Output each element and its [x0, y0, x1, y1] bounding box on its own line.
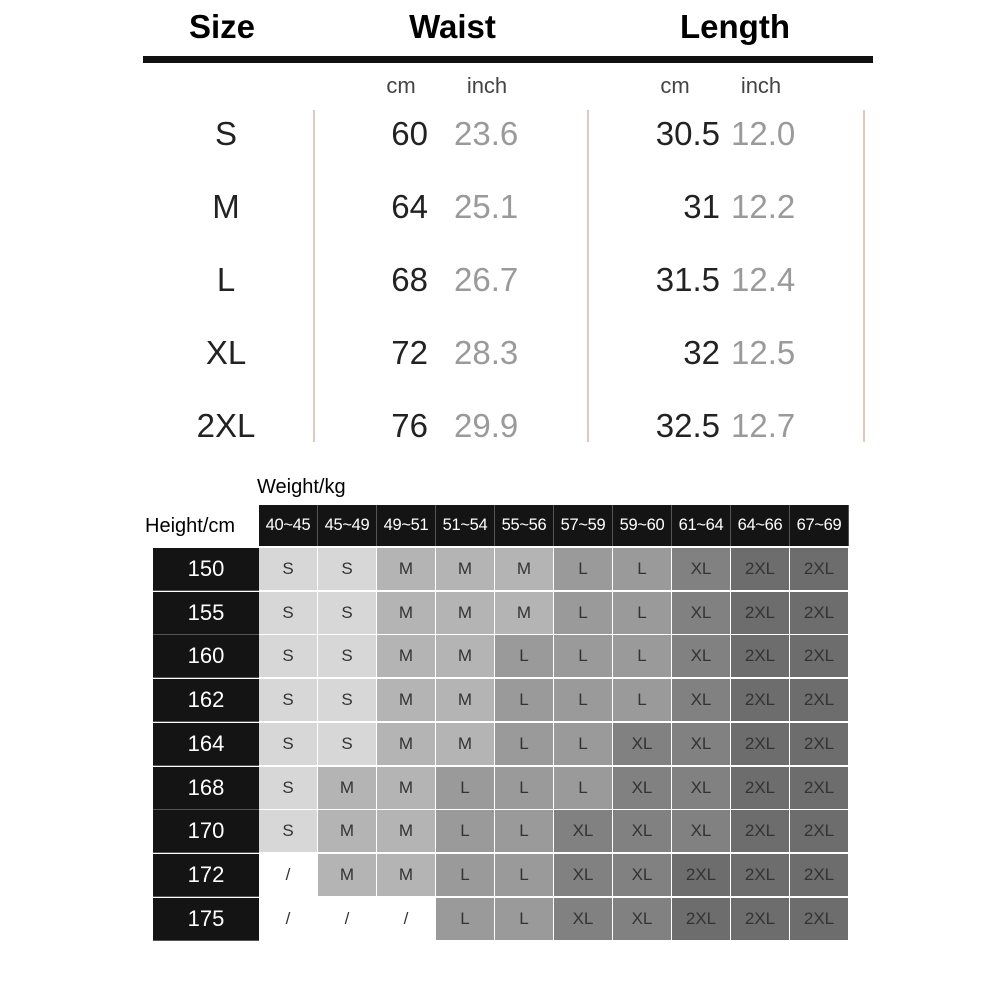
- weight-column-header: 55~56: [495, 505, 554, 546]
- size-recommendation-cell: 2XL: [672, 898, 731, 941]
- size-recommendation-cell: 2XL: [731, 723, 790, 766]
- size-recommendation-cell: 2XL: [790, 810, 849, 853]
- size-recommendation-cell: /: [259, 854, 318, 897]
- height-row-header: 150: [153, 548, 259, 591]
- size-recommendation-cell: L: [436, 854, 495, 897]
- weight-column-header: 59~60: [613, 505, 672, 546]
- size-recommendation-cell: S: [259, 767, 318, 810]
- size-recommendation-cell: L: [495, 767, 554, 810]
- size-recommendation-cell: /: [377, 898, 436, 941]
- size-recommendation-cell: M: [377, 810, 436, 853]
- size-recommendation-cell: L: [613, 679, 672, 722]
- waist-inch-value: 26.7: [454, 261, 519, 298]
- size-recommendation-cell: XL: [672, 679, 731, 722]
- size-recommendation-cell: 2XL: [790, 548, 849, 591]
- weight-column-header: 49~51: [377, 505, 436, 546]
- weight-axis-label: Weight/kg: [257, 476, 346, 498]
- size-recommendation-cell: L: [436, 767, 495, 810]
- size-recommendation-cell: S: [318, 592, 377, 635]
- size-recommendation-cell: 2XL: [790, 592, 849, 635]
- size-recommendation-cell: L: [495, 723, 554, 766]
- weight-column-header: 51~54: [436, 505, 495, 546]
- length-inch-value: 12.2: [731, 188, 796, 225]
- size-recommendation-cell: 2XL: [731, 679, 790, 722]
- size-recommendation-cell: M: [377, 548, 436, 591]
- size-recommendation-cell: L: [554, 548, 613, 591]
- size-recommendation-cell: 2XL: [790, 767, 849, 810]
- height-row-header: 162: [153, 679, 259, 722]
- size-recommendation-cell: S: [259, 810, 318, 853]
- column-divider: [313, 110, 315, 442]
- size-recommendation-cell: S: [259, 548, 318, 591]
- length-inch-value: 12.7: [731, 407, 796, 444]
- length-cm-value: 32: [683, 334, 720, 371]
- height-row-header: 155: [153, 592, 259, 635]
- size-recommendation-cell: XL: [613, 898, 672, 941]
- size-recommendation-cell: L: [613, 548, 672, 591]
- size-recommendation-cell: S: [318, 635, 377, 678]
- height-row-header: 164: [153, 723, 259, 766]
- weight-column-header: 64~66: [731, 505, 790, 546]
- weight-column-header: 61~64: [672, 505, 731, 546]
- length-cm-value: 31.5: [655, 261, 720, 298]
- size-recommendation-cell: XL: [672, 548, 731, 591]
- size-recommendation-cell: L: [495, 898, 554, 941]
- size-recommendation-cell: XL: [672, 592, 731, 635]
- size-recommendation-cell: M: [377, 592, 436, 635]
- size-recommendation-cell: /: [259, 898, 318, 941]
- size-recommendation-cell: XL: [672, 810, 731, 853]
- weight-column-header: 57~59: [554, 505, 613, 546]
- weight-column-header: 40~45: [259, 505, 318, 546]
- size-recommendation-cell: L: [554, 679, 613, 722]
- size-recommendation-cell: S: [318, 723, 377, 766]
- size-recommendation-cell: 2XL: [790, 854, 849, 897]
- column-divider: [863, 110, 865, 442]
- weight-column-header: 45~49: [318, 505, 377, 546]
- size-recommendation-cell: S: [259, 723, 318, 766]
- size-header: Size: [188, 8, 256, 45]
- size-recommendation-cell: L: [495, 854, 554, 897]
- waist-cm-value: 60: [391, 115, 428, 152]
- size-label: M: [212, 188, 240, 225]
- size-recommendation-cell: M: [377, 635, 436, 678]
- size-recommendation-cell: 2XL: [790, 679, 849, 722]
- size-recommendation-cell: XL: [672, 723, 731, 766]
- size-recommendation-cell: 2XL: [790, 723, 849, 766]
- waist-inch-value: 23.6: [454, 115, 519, 152]
- height-row-header: 160: [153, 635, 259, 678]
- length-inch-value: 12.4: [731, 261, 796, 298]
- waist-cm-unit: cm: [386, 73, 416, 98]
- size-recommendation-cell: 2XL: [790, 898, 849, 941]
- length-cm-value: 32.5: [655, 407, 720, 444]
- height-row-header: 175: [153, 898, 259, 941]
- size-recommendation-cell: M: [318, 854, 377, 897]
- size-recommendation-cell: /: [318, 898, 377, 941]
- size-recommendation-cell: L: [495, 635, 554, 678]
- size-recommendation-cell: S: [259, 635, 318, 678]
- length-cm-value: 31: [683, 188, 720, 225]
- waist-header: Waist: [409, 8, 496, 45]
- weight-column-header: 67~69: [790, 505, 849, 546]
- size-recommendation-cell: 2XL: [731, 548, 790, 591]
- size-recommendation-cell: XL: [554, 898, 613, 941]
- waist-inch-value: 28.3: [454, 334, 519, 371]
- size-recommendation-cell: XL: [613, 854, 672, 897]
- size-recommendation-cell: M: [377, 723, 436, 766]
- size-recommendation-cell: M: [377, 854, 436, 897]
- size-recommendation-cell: M: [495, 592, 554, 635]
- size-recommendation-cell: M: [377, 679, 436, 722]
- size-label: 2XL: [196, 407, 256, 444]
- size-recommendation-cell: M: [318, 810, 377, 853]
- size-recommendation-cell: XL: [613, 723, 672, 766]
- waist-inch-unit: inch: [466, 73, 508, 98]
- size-recommendation-cell: M: [436, 723, 495, 766]
- waist-cm-value: 68: [391, 261, 428, 298]
- size-recommendation-cell: L: [554, 635, 613, 678]
- size-recommendation-cell: 2XL: [731, 767, 790, 810]
- waist-cm-value: 76: [391, 407, 428, 444]
- size-recommendation-cell: L: [554, 723, 613, 766]
- size-recommendation-cell: L: [613, 592, 672, 635]
- size-recommendation-cell: XL: [672, 635, 731, 678]
- length-header: Length: [680, 8, 790, 45]
- size-recommendation-cell: 2XL: [731, 810, 790, 853]
- size-recommendation-cell: L: [495, 810, 554, 853]
- size-recommendation-cell: 2XL: [731, 854, 790, 897]
- size-recommendation-cell: L: [613, 635, 672, 678]
- size-recommendation-cell: 2XL: [790, 635, 849, 678]
- size-label: XL: [205, 334, 247, 371]
- size-recommendation-cell: M: [436, 679, 495, 722]
- size-recommendation-cell: M: [436, 635, 495, 678]
- waist-cm-value: 72: [391, 334, 428, 371]
- height-axis-label: Height/cm: [145, 515, 236, 537]
- size-recommendation-cell: S: [259, 679, 318, 722]
- length-cm-value: 30.5: [655, 115, 720, 152]
- length-inch-value: 12.5: [731, 334, 796, 371]
- size-recommendation-cell: S: [259, 592, 318, 635]
- size-recommendation-cell: XL: [613, 810, 672, 853]
- size-recommendation-cell: M: [436, 548, 495, 591]
- size-recommendation-cell: 2XL: [672, 854, 731, 897]
- waist-inch-value: 29.9: [454, 407, 519, 444]
- length-inch-value: 12.0: [731, 115, 796, 152]
- size-recommendation-cell: L: [495, 679, 554, 722]
- header-divider: [143, 56, 873, 63]
- waist-cm-value: 64: [391, 188, 428, 225]
- size-recommendation-cell: L: [554, 592, 613, 635]
- size-recommendation-cell: 2XL: [731, 592, 790, 635]
- waist-inch-value: 25.1: [454, 188, 519, 225]
- size-recommendation-cell: XL: [613, 767, 672, 810]
- size-recommendation-cell: 2XL: [731, 635, 790, 678]
- size-recommendation-cell: M: [495, 548, 554, 591]
- length-inch-unit: inch: [740, 73, 782, 98]
- size-recommendation-cell: XL: [554, 810, 613, 853]
- size-label: L: [216, 261, 236, 298]
- size-recommendation-cell: 2XL: [731, 898, 790, 941]
- height-row-header: 172: [153, 854, 259, 897]
- size-recommendation-cell: M: [377, 767, 436, 810]
- height-row-header: 168: [153, 767, 259, 810]
- column-divider: [587, 110, 589, 442]
- size-recommendation-cell: S: [318, 548, 377, 591]
- size-recommendation-cell: S: [318, 679, 377, 722]
- size-recommendation-cell: L: [436, 810, 495, 853]
- size-label: S: [214, 115, 237, 152]
- height-row-header: 170: [153, 810, 259, 853]
- size-recommendation-cell: L: [436, 898, 495, 941]
- size-recommendation-cell: XL: [672, 767, 731, 810]
- size-recommendation-cell: L: [554, 767, 613, 810]
- size-recommendation-cell: XL: [554, 854, 613, 897]
- size-recommendation-cell: M: [436, 592, 495, 635]
- length-cm-unit: cm: [660, 73, 690, 98]
- size-recommendation-cell: M: [318, 767, 377, 810]
